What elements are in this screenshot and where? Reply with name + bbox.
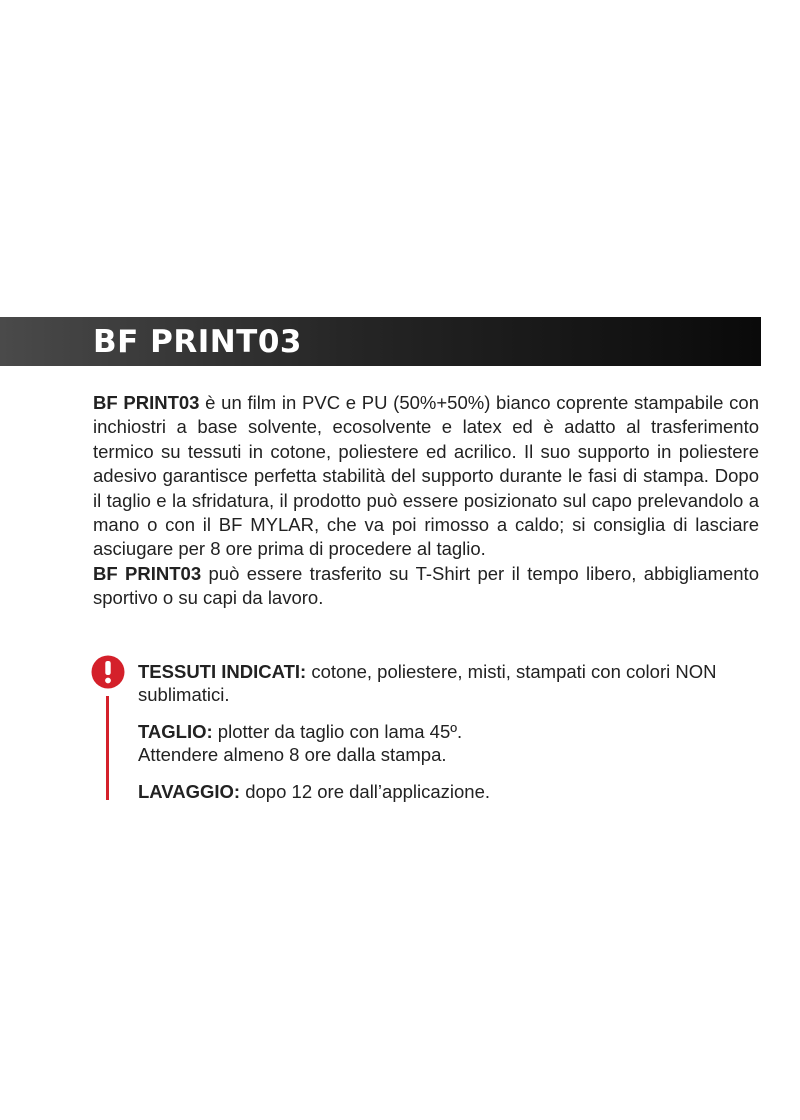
- exclamation-alert-icon: [91, 655, 125, 689]
- description-text-1: è un film in PVC e PU (50%+50%) bianco coprente stampabile con inchiostri a base solvente, ecosolvente e latex ed è adatto al trasferimento termico su tessuti in cotone, poliestere ed acrilico. Il suo supporto in poliestere adesivo garantisce perfetta stabilità del supporto durante le fasi di stampa. Dopo il taglio e la sfridatura, il prodotto può essere posizionato sul capo prelevandolo a mano o con il BF MYLAR, che va poi rimosso a caldo; si consiglia di lasciare asciugare per 8 ore prima di procedere al taglio.: [93, 392, 759, 560]
- spec-label: TESSUTI INDICATI:: [138, 661, 307, 682]
- spec-taglio: [138, 720, 758, 766]
- description-paragraph-1: [93, 391, 759, 562]
- title-bar: [0, 317, 761, 366]
- description-text-2: può essere trasferito su T-Shirt per il tempo libero, abbigliamento sportivo o su capi da lavoro.: [93, 562, 759, 609]
- product-name-bold: BF PRINT03: [93, 392, 200, 413]
- spec-value: cotone, poliestere, misti, stampati con colori NON sublimatici.: [138, 661, 717, 705]
- spec-label: LAVAGGIO:: [138, 781, 241, 802]
- spec-label: TAGLIO:: [138, 721, 213, 742]
- alert-divider-line: [106, 696, 109, 800]
- page-title: BF PRINT03: [93, 323, 302, 360]
- description-paragraph-2: [93, 562, 759, 611]
- product-name-bold: BF PRINT03: [93, 562, 202, 584]
- spec-lavaggio: [138, 780, 758, 803]
- spec-tessuti: [138, 660, 758, 706]
- product-description: [93, 391, 759, 611]
- spec-value: dopo 12 ore dall’applicazione.: [240, 781, 491, 802]
- specs-list: [138, 660, 758, 817]
- spec-value: plotter da taglio con lama 45º.: [212, 721, 463, 742]
- spec-note: Attendere almeno 8 ore dalla stampa.: [138, 744, 447, 765]
